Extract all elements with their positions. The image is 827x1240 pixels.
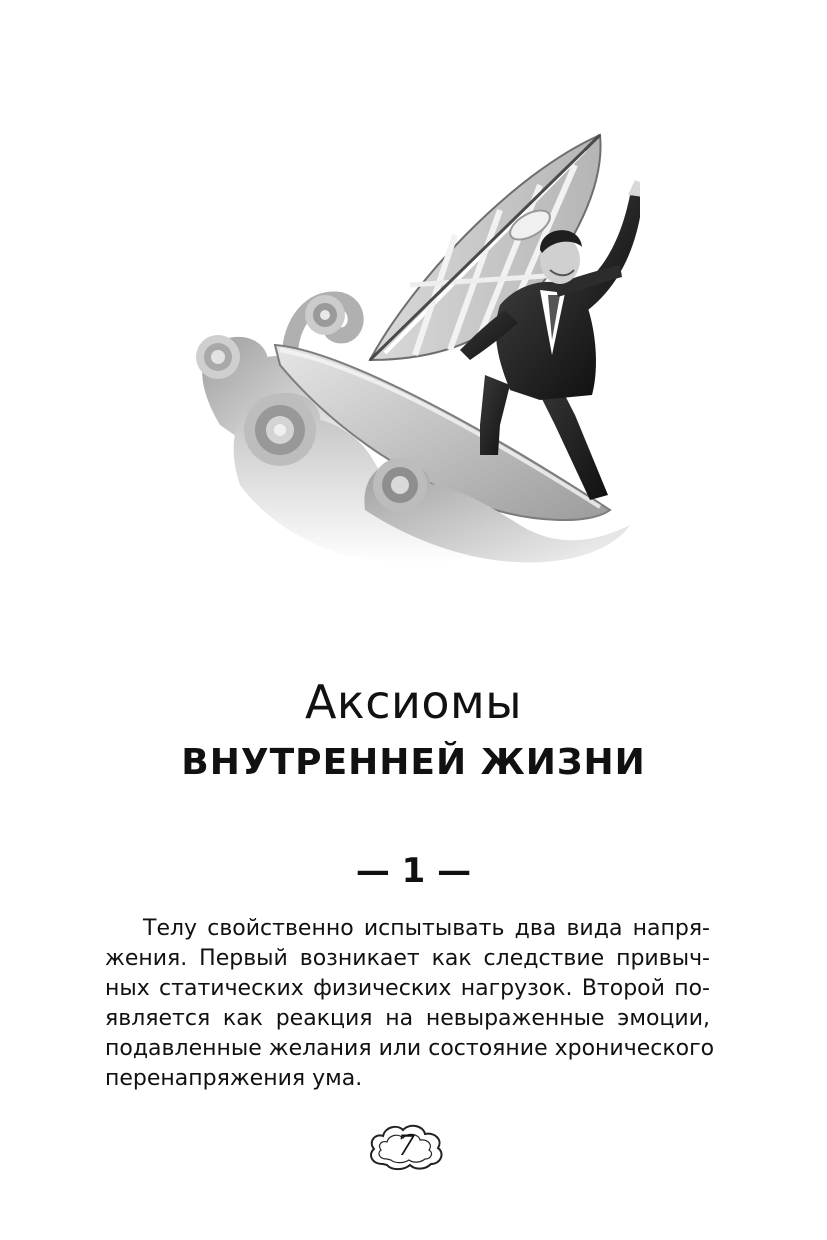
chapter-subtitle: ВНУТРЕННЕЙ ЖИЗНИ (181, 742, 646, 783)
wave-top-swirl (290, 295, 356, 355)
paragraph-line: ных статических физических нагрузок. Второй по- (105, 976, 710, 1001)
section-number: — 1 — (355, 851, 472, 891)
paragraph-line: перенапряжения ума. (105, 1066, 363, 1091)
body-paragraph (105, 914, 715, 1094)
chapter-title: Аксиомы (304, 675, 523, 729)
paragraph-line: является как реакция на невыраженные эмоции, (105, 1006, 710, 1031)
windsurfer-illustration (180, 125, 640, 585)
page-number-badge (365, 1118, 447, 1176)
paragraph-line: подавленные желания или состояние хронического (105, 1036, 715, 1061)
paragraph-line: жения. Первый возникает как следствие привыч- (105, 946, 710, 971)
page-number: 7 (397, 1129, 415, 1162)
paragraph-line: Телу свойственно испытывать два вида напря- (143, 916, 710, 941)
